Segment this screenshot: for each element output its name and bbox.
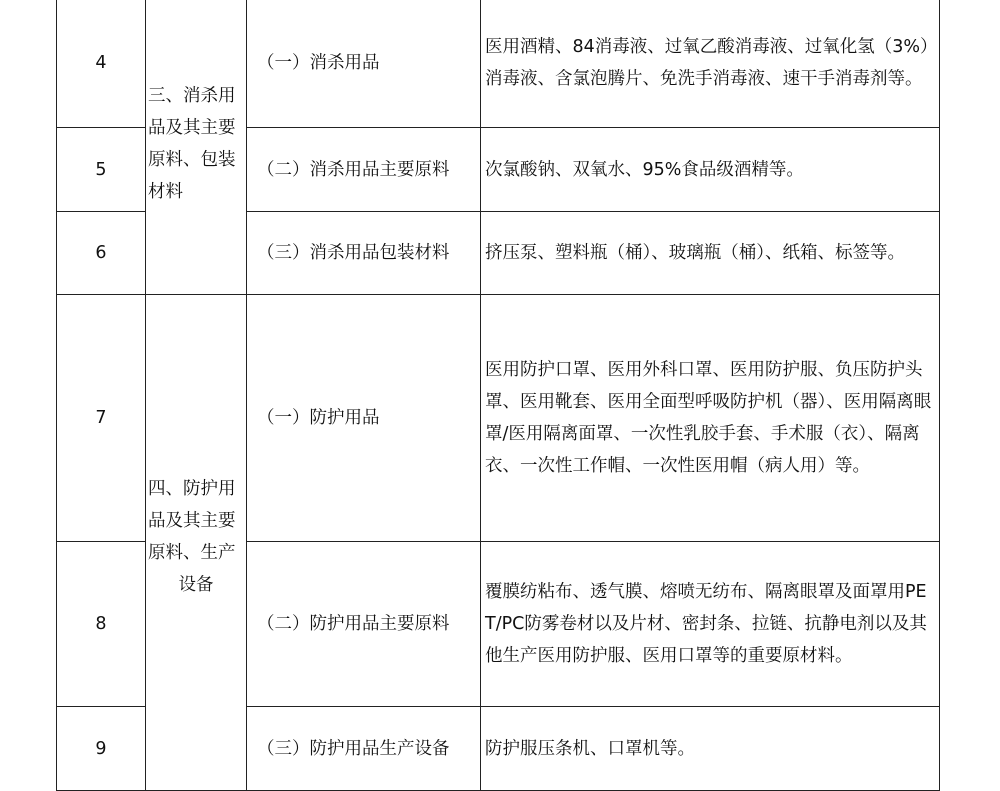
- category-line: 品及其主要: [148, 118, 236, 138]
- description-cell: 覆膜纺粘布、透气膜、熔喷无纺布、隔离眼罩及面罩用PET/PC防雾卷材以及片材、密封条、拉链、抗静电剂以及其他生产医用防护服、医用口罩等的重要原材料。: [481, 542, 940, 707]
- category-line: 原料、包装: [148, 150, 236, 170]
- category-line: 三、消杀用: [148, 86, 236, 106]
- description-cell: 挤压泵、塑料瓶（桶）、玻璃瓶（桶）、纸箱、标签等。: [481, 212, 940, 295]
- description-cell: 医用防护口罩、医用外科口罩、医用防护服、负压防护头罩、医用靴套、医用全面型呼吸防护机（器）、医用隔离眼罩/医用隔离面罩、一次性乳胶手套、手术服（衣）、隔离衣、一次性工作帽、一次性医用帽（病人用）等。: [481, 295, 940, 542]
- description-cell: 医用酒精、84消毒液、过氧乙酸消毒液、过氧化氢（3%）消毒液、含氯泡腾片、免洗手消毒液、速干手消毒剂等。: [481, 0, 940, 128]
- subcategory-cell: （一）防护用品: [247, 295, 481, 542]
- row-number: 7: [57, 295, 146, 542]
- table-row: [57, 295, 940, 542]
- category-line: 原料、生产: [148, 543, 236, 563]
- category-line: 设备: [178, 575, 214, 595]
- subcategory-cell: （三）防护用品生产设备: [247, 707, 481, 791]
- row-number: 6: [57, 212, 146, 295]
- category-cell: [146, 295, 247, 791]
- description-cell: 防护服压条机、口罩机等。: [481, 707, 940, 791]
- row-number: 9: [57, 707, 146, 791]
- category-line: 品及其主要: [148, 511, 236, 531]
- subcategory-cell: （一）消杀用品: [247, 0, 481, 128]
- goods-table: [56, 0, 940, 791]
- row-number: 8: [57, 542, 146, 707]
- category-line: 四、防护用: [148, 479, 236, 499]
- description-cell: 次氯酸钠、双氧水、95%食品级酒精等。: [481, 128, 940, 212]
- subcategory-cell: （二）消杀用品主要原料: [247, 128, 481, 212]
- subcategory-cell: （二）防护用品主要原料: [247, 542, 481, 707]
- row-number: 5: [57, 128, 146, 212]
- row-number: 4: [57, 0, 146, 128]
- category-line: 材料: [148, 182, 183, 202]
- category-cell: [146, 0, 247, 295]
- table-row: [57, 0, 940, 128]
- subcategory-cell: （三）消杀用品包装材料: [247, 212, 481, 295]
